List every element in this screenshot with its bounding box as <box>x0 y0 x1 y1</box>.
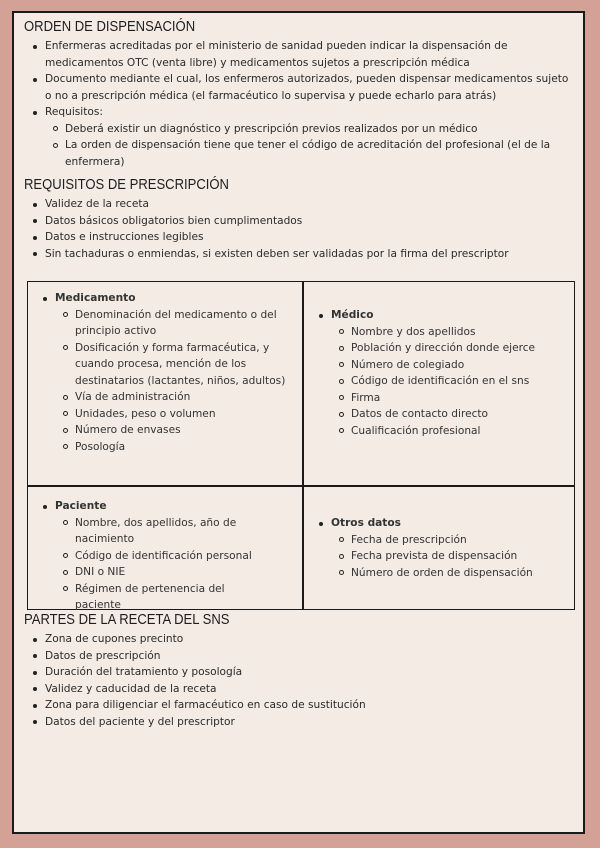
requirements-grid <box>27 281 575 610</box>
bullet-list <box>310 307 570 439</box>
sub-bullet-list <box>55 515 296 614</box>
cell-title: Paciente <box>55 500 107 512</box>
list-item: Datos e instrucciones legibles <box>24 229 575 246</box>
list-item: Validez y caducidad de la receta <box>24 681 575 698</box>
list-item <box>34 290 296 455</box>
list-item: Datos básicos obligatorios bien cumplimentados <box>24 213 575 230</box>
bullet-list <box>34 498 296 614</box>
sub-list-item: Unidades, peso o volumen <box>55 406 288 423</box>
cell-title: Otros datos <box>331 517 401 529</box>
list-item: Zona para diligenciar el farmacéutico en caso de sustitución <box>24 697 575 714</box>
sub-bullet-list <box>55 307 296 456</box>
sub-bullet-list <box>45 121 575 171</box>
sub-list-item: Fecha prevista de dispensación <box>331 548 570 565</box>
cell-otros-datos <box>310 515 570 581</box>
cell-medicamento <box>34 290 296 455</box>
sub-list-item: Nombre y dos apellidos <box>331 324 570 341</box>
sub-list-item: Fecha de prescripción <box>331 532 570 549</box>
sub-list-item: Población y dirección donde ejerce <box>331 340 570 357</box>
sub-list-item: Vía de administración <box>55 389 288 406</box>
section-orden-dispensacion <box>24 19 575 170</box>
sub-list-item: Régimen de pertenencia del paciente <box>55 581 266 614</box>
sub-list-item: La orden de dispensación tiene que tener el código de acreditación del profesional (el de la enfermera) <box>45 137 575 170</box>
sub-bullet-list <box>331 532 570 582</box>
bullet-list <box>34 290 296 455</box>
section-title: PARTES DE LA RECETA DEL SNS <box>24 612 230 628</box>
list-item-label: Requisitos: <box>45 106 103 118</box>
sub-list-item: Código de identificación personal <box>55 548 266 565</box>
grid-divider-horizontal <box>28 485 574 487</box>
sub-list-item: Nombre, dos apellidos, año de nacimiento <box>55 515 266 548</box>
bullet-list <box>24 631 575 730</box>
sub-list-item: Número de colegiado <box>331 357 570 374</box>
bullet-list <box>310 515 570 581</box>
section-partes-receta <box>24 612 575 730</box>
sub-bullet-list <box>331 324 570 440</box>
list-item <box>310 515 570 581</box>
cell-title: Médico <box>331 309 374 321</box>
cell-title: Medicamento <box>55 292 136 304</box>
list-item: Documento mediante el cual, los enfermeros autorizados, pueden dispensar medicamentos sujeto o no a prescripción médica (el farmacéutico lo supervisa y puede echarlo para atrás) <box>24 71 575 104</box>
document-page <box>12 11 585 834</box>
section-title: REQUISITOS DE PRESCRIPCIÓN <box>24 177 229 193</box>
sub-list-item: Número de orden de dispensación <box>331 565 570 582</box>
sub-list-item: Dosificación y forma farmacéutica, y cuando procesa, mención de los destinatarios (lactantes, niños, adultos) <box>55 340 288 390</box>
sub-list-item: Número de envases <box>55 422 288 439</box>
list-item <box>34 498 296 614</box>
sub-list-item: Datos de contacto directo <box>331 406 570 423</box>
list-item: Enfermeras acreditadas por el ministerio de sanidad pueden indicar la dispensación de medicamentos OTC (venta libre) y medicamentos sujetos a prescripción médica <box>24 38 575 71</box>
list-item: Validez de la receta <box>24 196 575 213</box>
sub-list-item: Código de identificación en el sns <box>331 373 570 390</box>
section-title: ORDEN DE DISPENSACIÓN <box>24 19 196 35</box>
bullet-list <box>24 196 575 262</box>
grid-divider-vertical <box>302 282 304 609</box>
list-item: Duración del tratamiento y posología <box>24 664 575 681</box>
sub-list-item: Denominación del medicamento o del principio activo <box>55 307 288 340</box>
list-item: Datos del paciente y del prescriptor <box>24 714 575 731</box>
bullet-list <box>24 38 575 170</box>
cell-medico <box>310 307 570 439</box>
sub-list-item: Cualificación profesional <box>331 423 570 440</box>
sub-list-item: DNI o NIE <box>55 564 266 581</box>
list-item <box>24 104 575 170</box>
sub-list-item: Firma <box>331 390 570 407</box>
cell-paciente <box>34 498 296 614</box>
list-item: Zona de cupones precinto <box>24 631 575 648</box>
sub-list-item: Deberá existir un diagnóstico y prescripción previos realizados por un médico <box>45 121 575 138</box>
list-item: Datos de prescripción <box>24 648 575 665</box>
list-item <box>310 307 570 439</box>
list-item: Sin tachaduras o enmiendas, si existen deben ser validadas por la firma del prescriptor <box>24 246 575 263</box>
section-requisitos-prescripcion <box>24 177 575 262</box>
sub-list-item: Posología <box>55 439 288 456</box>
